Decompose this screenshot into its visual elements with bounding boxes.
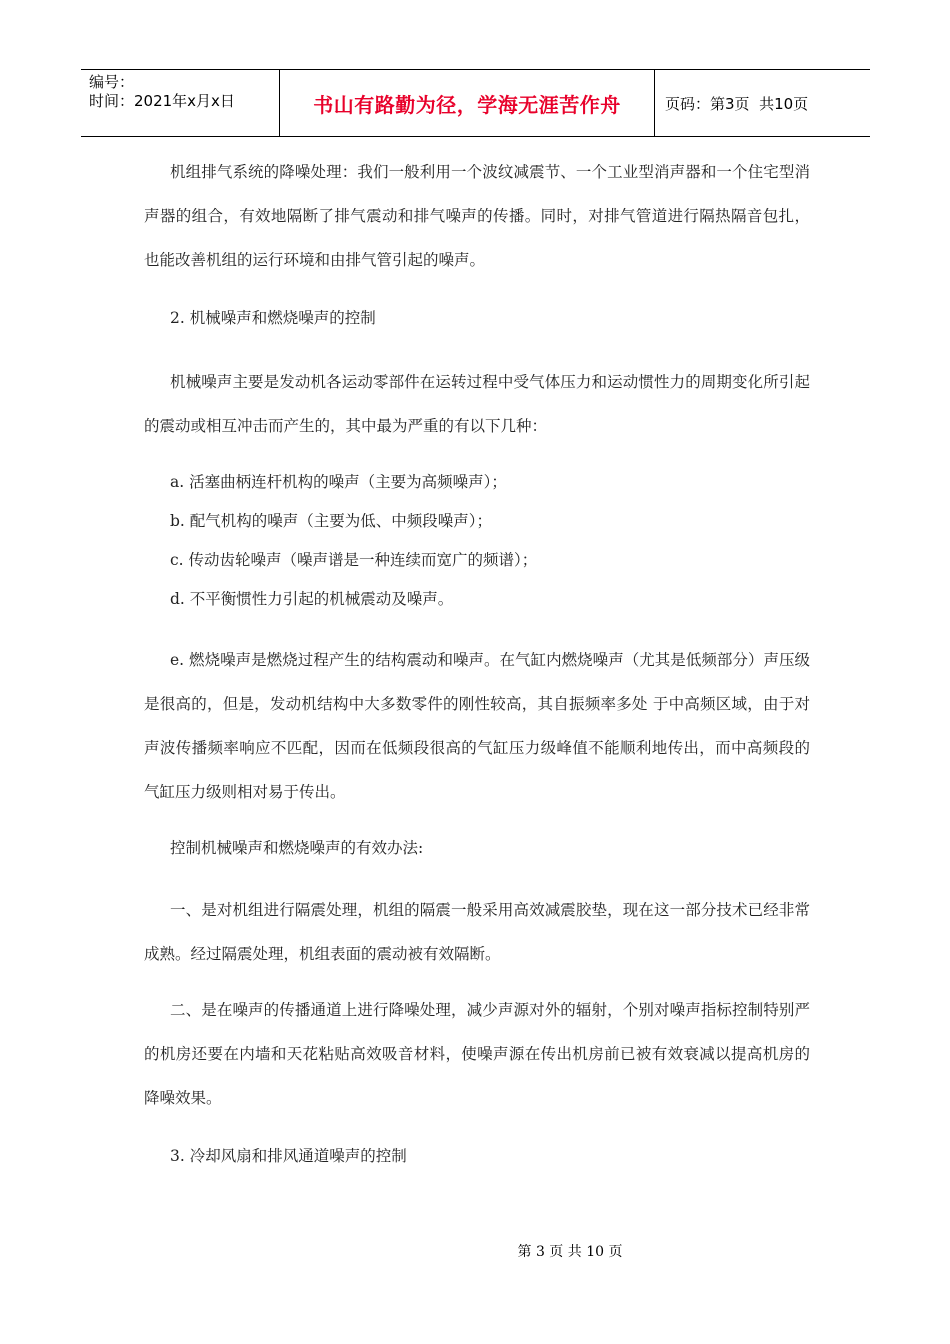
document-number-label: 编号： [89, 73, 135, 91]
methods-title: 控制机械噪声和燃烧噪声的有效办法: [170, 839, 424, 857]
page-header [81, 69, 870, 137]
list-item-c: c. 传动齿轮噪声（噪声谱是一种连续而宽广的频谱）； [170, 551, 538, 569]
document-date-label: 时间：2021年x月x日 [89, 92, 235, 110]
paragraph-mechanical-noise: 机械噪声主要是发动机各运动零部件在运转过程中受气体压力和运动惯性力的周期变化所引起的震动或相互冲击而产生的，其中最为严重的有以下几种： [144, 373, 810, 435]
header-page-info-cell [655, 70, 870, 136]
method-one-paragraph: 一、是对机组进行隔震处理，机组的隔震一般采用高效减震胶垫，现在这一部分技术已经非常成熟。经过隔震处理，机组表面的震动被有效隔断。 [144, 901, 810, 963]
header-meta-cell [81, 70, 280, 136]
page-footer: 第 3 页 共 10 页 [517, 1244, 623, 1260]
list-item-a: a. 活塞曲柄连杆机构的噪声（主要为高频噪声）； [170, 473, 507, 491]
list-item-d: d. 不平衡惯性力引起的机械震动及噪声。 [170, 590, 454, 608]
header-page-info: 页码：第3页 共10页 [665, 94, 809, 113]
header-motto: 书山有路勤为径，学海无涯苦作舟 [280, 70, 655, 136]
section-heading-mechanical-combustion: 2. 机械噪声和燃烧噪声的控制 [170, 309, 376, 327]
paragraph-exhaust-noise: 机组排气系统的降噪处理：我们一般利用一个波纹减震节、一个工业型消声器和一个住宅型消声器的组合，有效地隔断了排气震动和排气噪声的传播。同时，对排气管道进行隔热隔音包扎，也能改善机组的运行环境和由排气管引起的噪声。 [144, 163, 810, 269]
paragraph-combustion-noise: e. 燃烧噪声是燃烧过程产生的结构震动和噪声。在气缸内燃烧噪声（尤其是低频部分）声压级是很高的，但是，发动机结构中大多数零件的刚性较高，其自振频率多处 于中高频区域，由于对声波传播频率响应不匹配，因而在低频段很高的气缸压力级峰值不能顺利地传出，而中高频段的气缸压力级则相对易于传出。 [144, 651, 810, 801]
method-two-paragraph: 二、是在噪声的传播通道上进行降噪处理，减少声源对外的辐射，个别对噪声指标控制特别严的机房还要在内墙和天花粘贴高效吸音材料，使噪声源在传出机房前已被有效衰减以提高机房的降噪效果。 [144, 1001, 810, 1107]
list-item-b: b. 配气机构的噪声（主要为低、中频段噪声）； [170, 512, 493, 530]
section-heading-cooling-fan: 3. 冷却风扇和排风通道噪声的控制 [170, 1147, 407, 1165]
